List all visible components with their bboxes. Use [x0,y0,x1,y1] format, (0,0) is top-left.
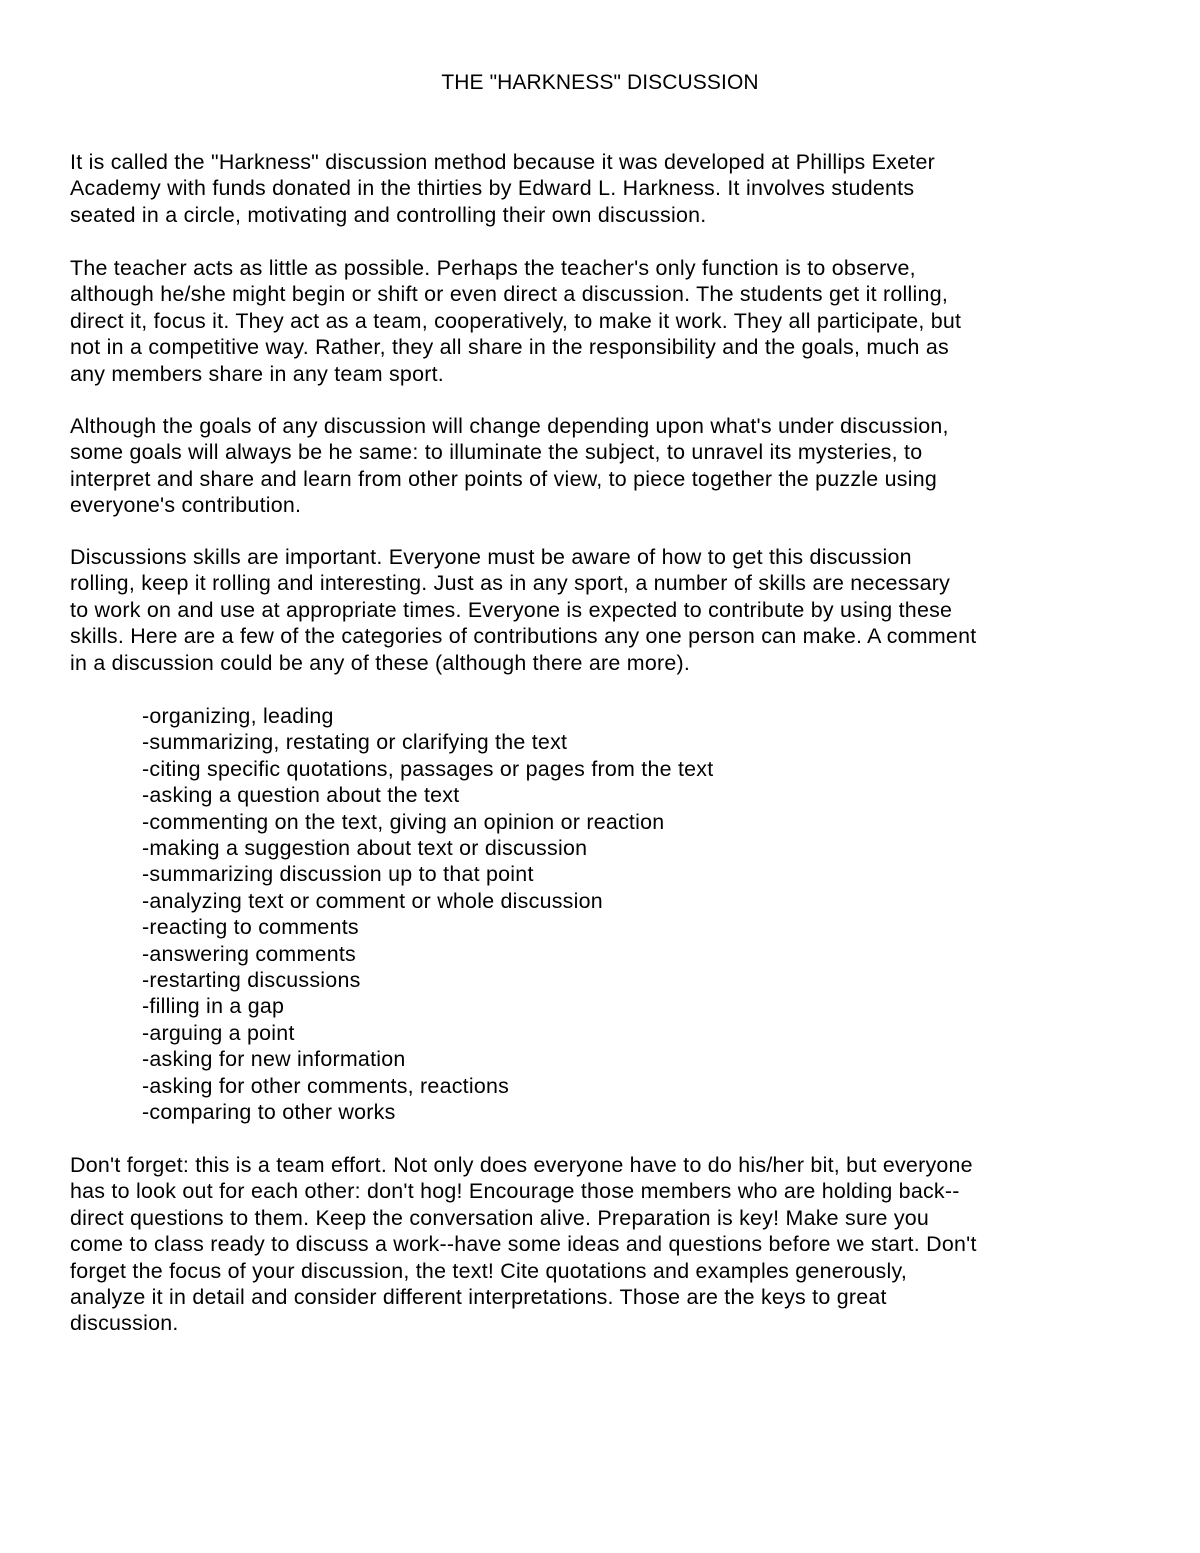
list-item: -summarizing, restating or clarifying the text [142,730,568,755]
paragraph-line: some goals will always be he same: to illuminate the subject, to unravel its mysteries, to [70,440,923,465]
list-item: -organizing, leading [142,704,334,728]
list-item: -commenting on the text, giving an opinion or reaction [142,809,665,834]
paragraph-line: not in a competitive way. Rather, they all share in the responsibility and the goals, much as [70,335,949,360]
paragraph-line: discussion. [70,1311,179,1336]
paragraph-line: Discussions skills are important. Everyone must be aware of how to get this discussion [70,545,912,569]
paragraph-line: any members share in any team sport. [70,361,444,386]
list-item: -making a suggestion about text or discussion [142,836,588,861]
list-item: -asking for other comments, reactions [142,1073,510,1098]
paragraph-line: It is called the "Harkness" discussion method because it was developed at Phillips Exeter [70,150,935,174]
paragraph-line: to work on and use at appropriate times. Everyone is expected to contribute by using these [70,597,953,622]
paragraph-conclusion [70,1152,1145,1337]
list-item: -asking for new information [142,1047,406,1072]
paragraph-line: Although the goals of any discussion will change depending upon what's under discussion, [70,414,949,438]
paragraph-line: seated in a circle, motivating and controlling their own discussion. [70,202,707,227]
paragraph-line: direct it, focus it. They act as a team, cooperatively, to make it work. They all participate, but [70,308,962,333]
paragraph-goals [70,413,1145,519]
paragraph-line: everyone's contribution. [70,493,302,518]
paragraph-line: rolling, keep it rolling and interesting. Just as in any sport, a number of skills are necessary [70,571,951,596]
paragraph-line: although he/she might begin or shift or even direct a discussion. The students get it rolling, [70,282,949,307]
list-item: -comparing to other works [142,1100,396,1125]
list-item: -arguing a point [142,1020,295,1045]
list-item: -summarizing discussion up to that point [142,862,534,887]
paragraph-line: The teacher acts as little as possible. Perhaps the teacher's only function is to observe, [70,256,916,280]
document-title: THE "HARKNESS" DISCUSSION [441,71,759,94]
paragraph-line: analyze it in detail and consider different interpretations. Those are the keys to great [70,1285,887,1310]
list-item: -analyzing text or comment or whole discussion [142,888,603,913]
paragraph-line: interpret and share and learn from other points of view, to piece together the puzzle using [70,466,938,491]
list-item: -citing specific quotations, passages or pages from the text [142,756,714,781]
paragraph-line: Academy with funds donated in the thirties by Edward L. Harkness. It involves students [70,176,915,201]
list-item: -answering comments [142,941,356,966]
paragraph-line: forget the focus of your discussion, the text! Cite quotations and examples generously, [70,1258,908,1283]
paragraph-line: skills. Here are a few of the categories of contributions any one person can make. A comment [70,624,977,649]
paragraph-line: Don't forget: this is a team effort. Not only does everyone have to do his/her bit, but everyone [70,1153,973,1177]
paragraph-line: has to look out for each other: don't hog! Encourage those members who are holding back-- [70,1179,960,1204]
paragraph-teacher-role [70,255,1145,387]
paragraph-skills-intro [70,544,1145,676]
paragraph-intro [70,149,1145,228]
list-item: -restarting discussions [142,968,361,993]
paragraph-line: direct questions to them. Keep the conversation alive. Preparation is key! Make sure you [70,1205,930,1230]
paragraph-line: in a discussion could be any of these (although there are more). [70,650,691,675]
list-item: -asking a question about the text [142,783,460,808]
skills-list [142,703,713,1126]
list-item: -reacting to comments [142,915,359,940]
list-item: -filling in a gap [142,994,285,1019]
paragraph-line: come to class ready to discuss a work--have some ideas and questions before we start. Don't [70,1232,977,1257]
